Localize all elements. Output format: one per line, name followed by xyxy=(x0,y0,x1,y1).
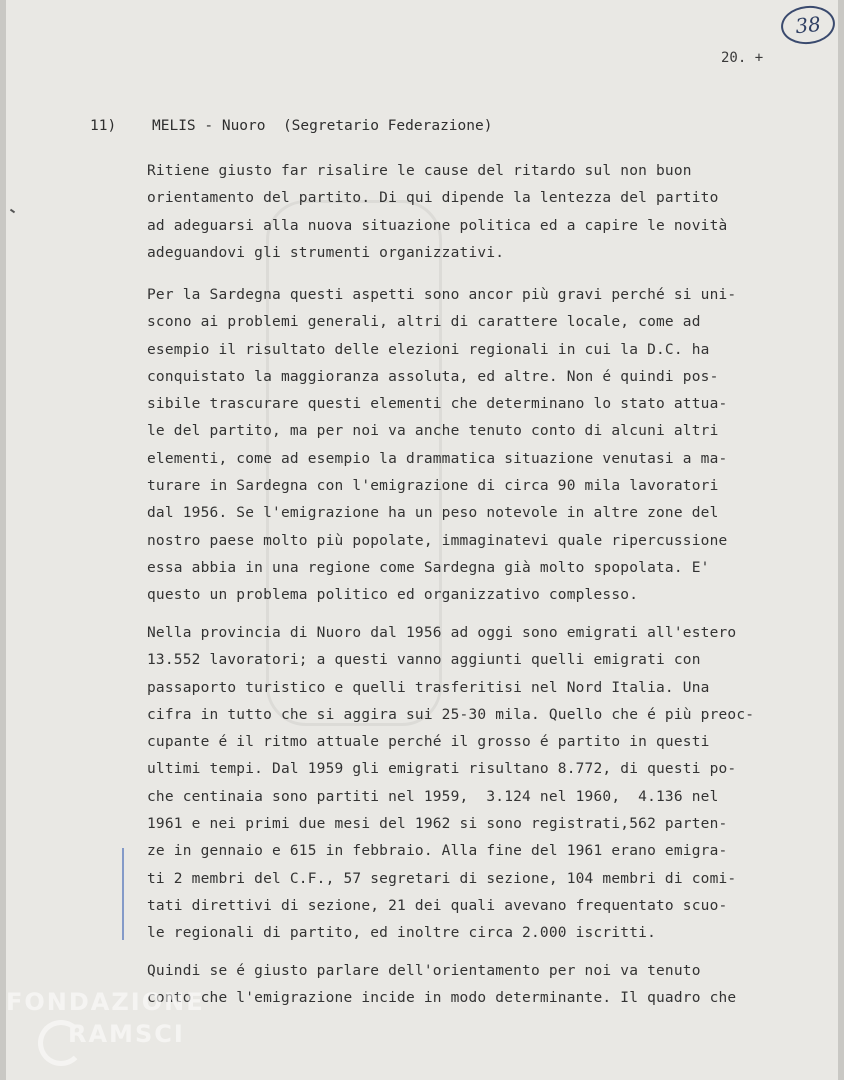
text-line: cifra in tutto che si aggira sui 25-30 mila. Quello che é più preoc- xyxy=(147,706,755,723)
paragraph-2 xyxy=(147,282,827,610)
text-line: orientamento del partito. Di qui dipende la lentezza del partito xyxy=(147,190,719,207)
text-line: turare in Sardegna con l'emigrazione di circa 90 mila lavoratori xyxy=(147,478,719,495)
paragraph-1 xyxy=(147,158,827,267)
text-line: le del partito, ma per noi va anche tenuto conto di alcuni altri xyxy=(147,423,719,440)
page-stamp: 38 xyxy=(779,3,837,46)
text-line: adeguandovi gli strumenti organizzativi. xyxy=(147,244,505,261)
text-line: cupante é il ritmo attuale perché il grosso é partito in questi xyxy=(147,734,710,751)
text-line: Per la Sardegna questi aspetti sono ancor più gravi perché si uni- xyxy=(147,287,737,303)
text-line: che centinaia sono partiti nel 1959, 3.124 nel 1960, 4.136 nel xyxy=(147,788,719,805)
text-line: Ritiene giusto far risalire le cause del ritardo sul non buon xyxy=(147,163,692,179)
fondazione-gramsci-logo xyxy=(6,988,236,1080)
text-line: ti 2 membri del C.F., 57 segretari di sezione, 104 membri di comi- xyxy=(147,870,737,887)
logo-line-1: FONDAZIONE xyxy=(6,988,205,1016)
text-line: 1961 e nei primi due mesi del 1962 si sono registrati,562 parten- xyxy=(147,816,728,833)
text-line: elementi, come ad esempio la drammatica situazione venutasi a ma- xyxy=(147,450,728,467)
document-page xyxy=(6,0,838,1080)
section-heading xyxy=(90,118,492,134)
logo-line-2: RAMSCI xyxy=(68,1020,185,1048)
text-line: Quindi se é giusto parlare dell'orientamento per noi va tenuto xyxy=(147,963,701,979)
margin-tick-mark xyxy=(10,209,15,214)
text-line: esempio il risultato delle elezioni regionali in cui la D.C. ha xyxy=(147,341,710,358)
page-number: 20. + xyxy=(721,50,764,66)
text-line: sibile trascurare questi elementi che determinano lo stato attua- xyxy=(147,396,728,413)
text-line: nostro paese molto più popolate, immaginatevi quale ripercussione xyxy=(147,532,728,549)
margin-pencil-mark xyxy=(122,848,124,940)
text-line: scono ai problemi generali, altri di carattere locale, come ad xyxy=(147,314,701,331)
text-line: Nella provincia di Nuoro dal 1956 ad oggi sono emigrati all'estero xyxy=(147,625,737,641)
text-line: dal 1956. Se l'emigrazione ha un peso notevole in altre zone del xyxy=(147,505,719,522)
text-line: 13.552 lavoratori; a questi vanno aggiunti quelli emigrati con xyxy=(147,652,701,669)
text-line: questo un problema politico ed organizzativo complesso. xyxy=(147,587,639,604)
section-title: MELIS - Nuoro (Segretario Federazione) xyxy=(152,118,493,134)
text-line: ad adeguarsi alla nuova situazione politica ed a capire le novità xyxy=(147,217,728,234)
text-line: essa abbia in una regione come Sardegna già molto spopolata. E' xyxy=(147,559,710,576)
text-line: conquistato la maggioranza assoluta, ed altre. Non é quindi pos- xyxy=(147,368,719,385)
text-line: ze in gennaio e 615 in febbraio. Alla fine del 1961 erano emigra- xyxy=(147,843,728,860)
text-line: le regionali di partito, ed inoltre circa 2.000 iscritti. xyxy=(147,925,656,942)
paragraph-4 xyxy=(147,958,827,1013)
text-line: ultimi tempi. Dal 1959 gli emigrati risultano 8.772, di questi po- xyxy=(147,761,737,778)
text-line: conto che l'emigrazione incide in modo determinante. Il quadro che xyxy=(147,990,737,1007)
section-number: 11) xyxy=(90,118,117,134)
paragraph-3 xyxy=(147,620,827,948)
text-line: tati direttivi di sezione, 21 dei quali avevano frequentato scuo- xyxy=(147,897,728,914)
text-line: passaporto turistico e quelli trasferitisi nel Nord Italia. Una xyxy=(147,679,710,696)
